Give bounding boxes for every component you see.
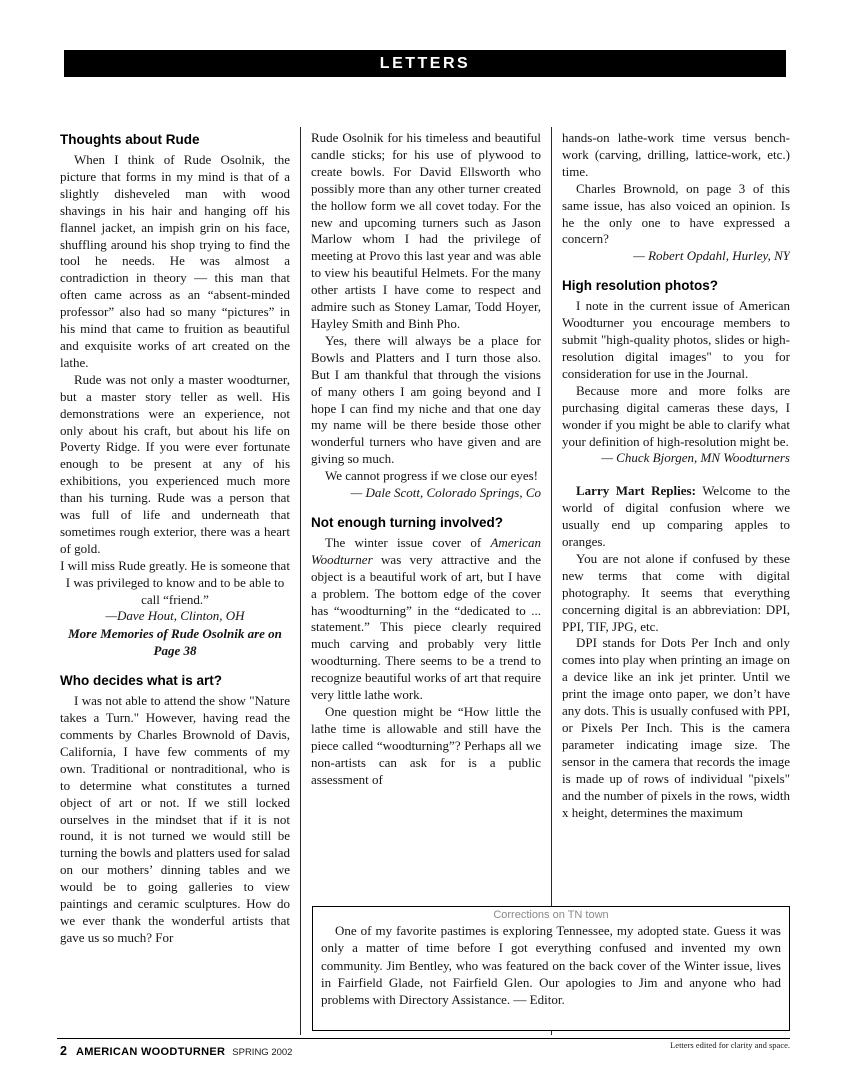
corrections-box [312,906,790,1031]
letter-paragraph [311,535,541,704]
reply-rest: Welcome to the world of digital confusion where we usually end up comparing apples to oranges. [562,483,790,550]
section-title: LETTERS [379,54,471,72]
page-number: 2 [60,1044,67,1058]
letter-paragraph: When I think of Rude Osolnik, the picture that forms in my mind is that of a slightly disheveled man with wood shavings in his hair and hanging off his flannel jacket, an impish grin on his face, shuffling around his shop trying to find the tool he needs. He was almost a contradiction in theory — this man that often came across as an “absent-minded professor” also had so many “pictures” in his mind that came to fruition as beautiful and exquisite works of art created on the lathe. [60,152,290,370]
footer-rule [57,1038,790,1039]
letter-signature: — Chuck Bjorgen, MN Woodturners [601,450,790,466]
magazine-name: American Woodturner [311,534,541,567]
issue-label: SPRING 2002 [232,1047,293,1058]
letter-paragraph: Rude was not only a master woodturner, but a master story teller as well. His demonstrations were an experience, not only about his craft, but about his life on Poverty Ridge. If you were ever fortunate enough to be present at any of his exhibitions, you experienced much more than his turning. Rude was a person that was full of life and underneath that sometimes rough exterior, there was a heart of gold. [60,371,290,556]
letter-paragraph: One question might be “How little the lathe time is allowable and still have the piece called “woodturning”? Perhaps all we non-artists can ask for is a public assessment of [311,704,541,787]
letter-paragraph: I will miss Rude greatly. He is someone that I was privileged to know and to be able to call “friend.” [60,557,290,607]
column-2 [311,130,541,902]
editor-notice: More Memories of Rude Osolnik are on Page 38 [68,626,282,659]
column-3 [562,130,790,902]
letter-paragraph-continued: Rude Osolnik for his timeless and beautiful candle sticks; for his use of plywood to create bowls. For David Ellsworth who possibly more than any other turner created the hollow form we all covet today. For the new and upcoming turners such as Jason Marlow whom I had the privilege of meeting at Provo this last year and was able to view his beautiful Helmets. For the many other artists I have come to respect and admire such as Stoney Lamar, Todd Hoyer, Hayley Smith and Binh Pho. [311,130,541,331]
letter-paragraph: Yes, there will always be a place for Bowls and Platters and I turn those also. But I am thankful that through the visions of many others I am going beyond and I hope I can find my niche and that one day my name will be there beside those other wonderful turners who have given and are giving so much. [311,332,541,467]
corrections-title: Corrections on TN town [493,909,609,921]
column-divider-right [551,127,552,1035]
letter-signature: — Dale Scott, Colorado Springs, Co [350,485,541,501]
magazine-title: AMERICAN WOODTURNER [75,1046,226,1058]
letter-heading-thoughts-about-rude: Thoughts about Rude [60,132,200,147]
letter-heading-high-resolution-photos: High resolution photos? [562,278,718,294]
letter-paragraph: I was not able to attend the show "Nature takes a Turn." However, having read the comments by Charles Brownold of Davis, California, I have few comments of my own. Traditional or nontraditional, who is to determine what constitutes a turned object of art or not. If we still locked ourselves in the mindset that if it is not round, it is not turned we would still be turning the bowls and platters used for salad on our mothers’ dinning tables and we would be to going galleries to view paintings and ceramic sculptures. How do we ever thank the wonderful artists that gave us so much? For [60,693,290,945]
letter-paragraph: Charles Brownold, on page 3 of this same issue, has also voiced an opinion. Is he the only one to have expressed a concern? [562,180,790,247]
footer-note: Letters edited for clarity and space. [670,1040,790,1050]
footer-left [60,1044,292,1058]
letter-signature: —Dave Hout, Clinton, OH [105,608,245,624]
letter-heading-who-decides-what-is-art: Who decides what is art? [60,673,223,689]
letter-paragraph: Because more and more folks are purchasing digital cameras these days, I wonder if you might be able to clarify what your definition of high-resolution might be. [562,382,790,449]
letter-paragraph: I note in the current issue of American Woodturner you encourage members to submit "high-quality photos, slides or high-resolution digital images" to you for consideration for use in the Journal. [562,298,790,381]
letter-heading-not-enough-turning: Not enough turning involved? [311,514,503,530]
letter-paragraph: You are not alone if confused by these new terms that come with digital photography. It seems that everything concerning digital is an abbreviation: DPI, PPI, TIF, JPG, etc. [562,550,790,634]
column-1 [60,130,290,1025]
paragraph-rest: was very attractive and the object is a beautiful work of art, but I have a problem. The bottom edge of the cover has “woodturning” in the “dedicated to ... statement.” This piece clearly required much carving and probably very little woodturning. There seems to be a trend to recognize beautiful works of art that require very little lathe work. [311,551,541,703]
column-divider-left [300,127,301,1035]
corrections-body: One of my favorite pastimes is exploring Tennessee, my adopted state. Guess it was only a matter of time before I got everything confused and invented my own community. Jim Bentley, who was featured on the back cover of the Winter issue, lives in Fairfield Glade, not Fairfield Glen. Our apologies to Jim and anyone who had problems with Directory Assistance. — Editor. [321,923,781,1008]
letter-paragraph: DPI stands for Dots Per Inch and only comes into play when printing an image on a device like an ink jet printer. Until we print the image onto paper, we don’t have any dots. This is usually confused with PPI, or Pixels Per Inch. This is the camera parameter indicating image size. The sensor in the camera that records the image is made up of rows of individual "pixels" and the number of pixels in the rows, width x height, determines the maximum [562,635,790,820]
section-masthead [64,50,786,77]
letter-paragraph: We cannot progress if we close our eyes! [325,468,539,484]
editor-reply-paragraph [562,483,790,551]
letter-signature: — Robert Opdahl, Hurley, NY [633,248,790,264]
reply-lead: Larry Mart Replies: [576,483,696,499]
paragraph-lead: The winter issue cover of [325,534,491,550]
letter-paragraph-continued: hands-on lathe-work time versus bench-work (carving, drilling, lattice-work, etc.) time. [562,130,790,179]
